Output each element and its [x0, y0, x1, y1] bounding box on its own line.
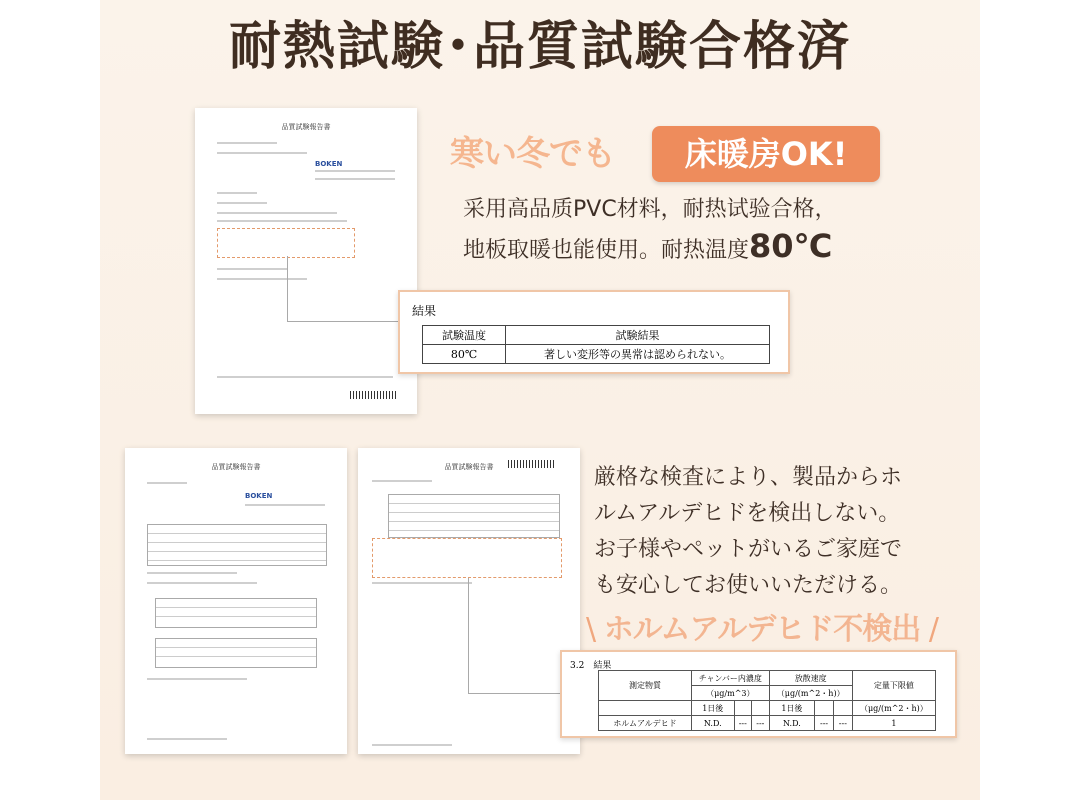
report-title: 品質試験報告書	[281, 123, 331, 131]
table-cell	[599, 701, 692, 716]
text-line	[217, 278, 307, 280]
table-cell: ---	[815, 716, 834, 731]
text-line	[147, 482, 187, 484]
table-cell: （μg/(m^2・h)）	[852, 701, 935, 716]
connector-line	[287, 321, 399, 322]
text-line	[217, 192, 257, 194]
table-header: 放散速度	[769, 671, 852, 686]
test-report-document-1	[195, 108, 417, 414]
formaldehyde-result-card	[560, 650, 957, 738]
org-logo: BOKEN	[315, 160, 343, 168]
text-line	[217, 212, 337, 214]
formaldehyde-result-table	[598, 670, 936, 731]
heat-test-result-table	[422, 325, 770, 364]
report-title: 品質試験報告書	[444, 463, 494, 471]
table-header: 試験結果	[506, 326, 770, 345]
table-cell: ---	[752, 716, 770, 731]
table-cell	[833, 701, 852, 716]
table-header: （μg/(m^2・h)）	[769, 686, 852, 701]
connector-line	[468, 578, 469, 694]
desc-line: 采用高品质PVC材料，耐热试验合格，	[463, 197, 837, 222]
subtitle-text: ホルムアルデヒド不検出	[603, 612, 921, 647]
table-cell: ホルムアルデヒド	[599, 716, 692, 731]
desc-line	[463, 228, 837, 269]
barcode	[350, 391, 398, 399]
table-header	[852, 671, 935, 701]
test-report-document-2	[125, 448, 347, 754]
temperature-value: 80℃	[749, 227, 833, 265]
table-cell: N.D.	[692, 716, 735, 731]
mini-table	[155, 598, 317, 628]
text-line	[217, 376, 393, 378]
text-line	[217, 268, 287, 270]
table-cell	[734, 701, 752, 716]
connector-line	[468, 693, 561, 694]
table-header: チャンバー内濃度	[692, 671, 770, 686]
result-heading: 3.2 結果	[570, 661, 612, 671]
table-header: 試験温度	[423, 326, 506, 345]
table-cell: ---	[734, 716, 752, 731]
limit-label: 定量下限値	[873, 681, 914, 690]
table-cell: 1日後	[692, 701, 735, 716]
text-line	[147, 582, 257, 584]
desc-line: 厳格な検査により、製品からホ	[594, 465, 903, 490]
text-line	[147, 678, 247, 680]
table-header: （μg/m^3）	[692, 686, 770, 701]
table-cell	[815, 701, 834, 716]
heat-test-result-card	[398, 290, 790, 374]
text-line	[245, 504, 325, 506]
desc-line: ルムアルデヒドを検出しない。	[594, 501, 901, 526]
text-line	[372, 480, 432, 482]
floor-heating-badge: 床暖房OK!	[652, 126, 880, 182]
mini-table	[388, 494, 560, 538]
formaldehyde-not-detected-heading: \ ホルムアルデヒド不検出 /	[586, 612, 938, 647]
org-logo: BOKEN	[245, 492, 273, 500]
text-line	[217, 142, 277, 144]
text-line	[372, 582, 472, 584]
heat-resistance-description	[463, 192, 837, 269]
table-cell: 1日後	[769, 701, 815, 716]
table-cell: N.D.	[769, 716, 815, 731]
subtitle-cold-winter: 寒い冬でも	[450, 134, 615, 174]
result-heading: 結果	[412, 304, 437, 318]
page-title: 耐熱試験･品質試験合格済	[228, 16, 851, 77]
mini-table	[147, 524, 327, 566]
highlight-box	[217, 228, 355, 258]
connector-line	[287, 256, 288, 322]
text-line	[372, 744, 452, 746]
report-title: 品質試験報告書	[211, 463, 261, 471]
table-cell: 1	[852, 716, 935, 731]
highlight-box	[372, 538, 562, 578]
desc-line: お子様やペットがいるご家庭で	[594, 537, 903, 562]
text-line	[147, 738, 227, 740]
text-line	[217, 220, 347, 222]
desc-line: も安心してお使いいただける。	[594, 573, 903, 598]
barcode	[508, 460, 556, 468]
table-cell: ---	[833, 716, 852, 731]
text-line	[315, 178, 395, 180]
table-cell: 著しい変形等の異常は認められない。	[506, 345, 770, 364]
test-report-document-3	[358, 448, 580, 754]
table-cell	[752, 701, 770, 716]
text-line	[217, 202, 267, 204]
table-header: 測定物質	[599, 671, 692, 701]
text-line	[147, 572, 237, 574]
desc-text: 地板取暖也能使用。耐热温度	[463, 238, 750, 263]
text-line	[315, 170, 395, 172]
formaldehyde-description	[594, 460, 902, 604]
text-line	[217, 152, 307, 154]
table-cell: 80℃	[423, 345, 506, 364]
mini-table	[155, 638, 317, 668]
